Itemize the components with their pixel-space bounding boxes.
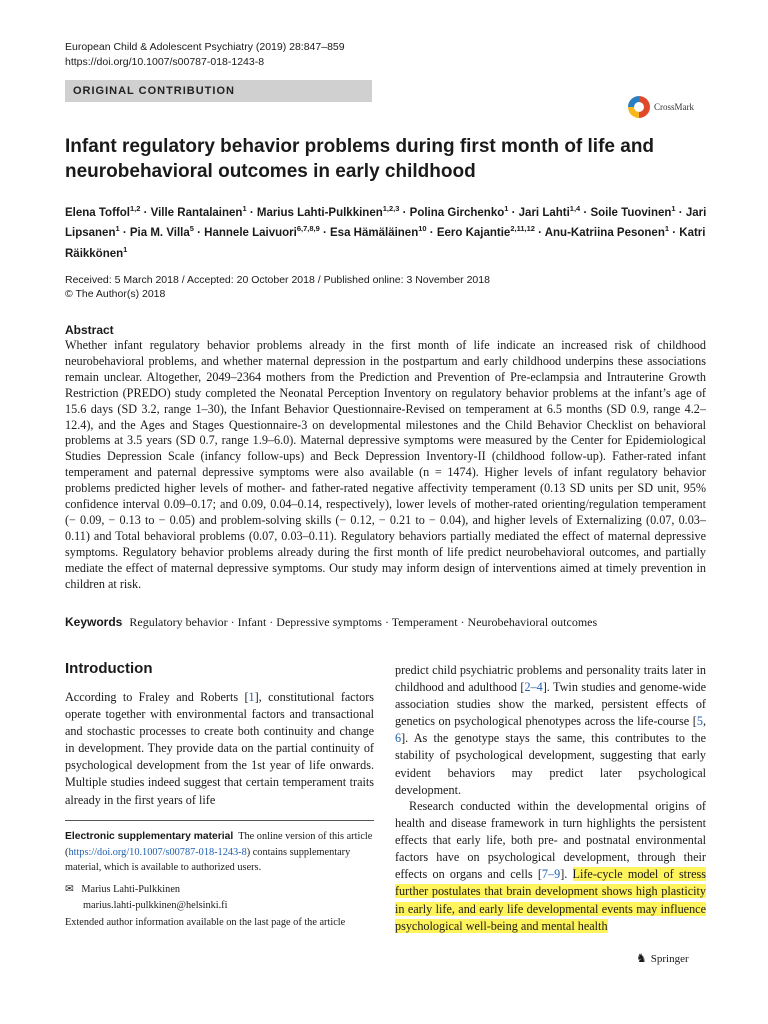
author-name: Eero Kajantie (436, 227, 511, 240)
author-affiliation: 1,2,3 (382, 204, 400, 213)
publisher-logo (636, 951, 689, 966)
contact-email[interactable]: marius.lahti-pulkkinen@helsinki.fi (83, 899, 228, 911)
section-heading-introduction: Introduction (65, 660, 153, 677)
crossmark-badge[interactable] (628, 94, 708, 120)
keywords-label: Keywords (65, 615, 123, 629)
author-affiliation: 1 (664, 224, 670, 234)
journal-citation: European Child & Adolescent Psychiatry (2019) 28:847–859 (65, 41, 345, 53)
author-name: Jari Lipsanen (65, 206, 707, 240)
author-affiliation: 1 (123, 244, 128, 254)
highlighted-text: Life-cycle model of stress further postulates that brain development shows high plasticity in early life, and early life developmental events may influence psychological well-being and mental health (395, 867, 707, 933)
author-name: Soile Tuovinen (590, 206, 672, 219)
author-affiliation: 1,2 (129, 204, 141, 213)
intro-paragraph-1: According to Fraley and Roberts [1], constitutional factors operate together with environmental factors and transactional and stochastic processes to create both continuity and change in development. They provide data on the partial continuity of psychological development from the 1st year of life onwards. Multiple studies indeed suggest that certain temperament traits already in the first years of life (65, 690, 374, 807)
author-name: Katri Räikkönen (65, 227, 706, 260)
corresponding-author (65, 882, 374, 913)
doi-link[interactable]: https://doi.org/10.1007/s00787-018-1243-8 (65, 56, 265, 68)
author-name: Ville Rantalainen (150, 206, 243, 219)
citation-link[interactable]: 5 (696, 714, 703, 729)
author-affiliation: 6,7,8,9 (296, 224, 320, 234)
footnote-divider (65, 820, 374, 821)
springer-horse-icon: ♞ (636, 951, 647, 965)
citation-link[interactable]: 1 (248, 690, 255, 704)
article-type-banner: ORIGINAL CONTRIBUTION (65, 80, 372, 102)
author-name: Esa Hämäläinen (330, 227, 419, 240)
author-name: Marius Lahti-Pulkkinen (256, 206, 383, 219)
author-name: Anu-Katriina Pesonen (544, 227, 665, 240)
supplementary-note: Electronic supplementary material The online version of this article (https://doi.org/10.1007/s00787-018-1243-8) contains supplementary material, which is available to authorized users. (65, 831, 373, 873)
author-affiliation: 1,4 (569, 204, 581, 213)
author-name: Hannele Laivuori (204, 227, 297, 240)
author-name: Polina Girchenko (409, 206, 505, 219)
author-affiliation: 2,11,12 (510, 224, 535, 234)
publisher-name: Springer (650, 952, 689, 965)
author-affiliation: 5 (189, 224, 194, 234)
abstract-text: Whether infant regulatory behavior problems already in the first month of life indicate an increased risk of childhood neurobehavioral problems, and whether maternal depression in the postpartum and early childhood underpins these associations remain unclear. Altogether, 2049–2364 mothers from the Prediction and Prevention of Pre-eclampsia and Intrauterine Growth Restriction (PREDO) study completed the Neonatal Perception Inventory on regulatory behavior problems at the infant’s age of 15.6 days (SD 3.2, range 1–30), the Infant Behavior Questionnaire-Revised on temperament at 6.5 months (SD 0.9, range 4.2–12.4), and the Ages and Stages Questionnaire-3 on developmental milestones and the Child Behavior Checklist on behavioral problems at 3.5 years (SD 0.7, range 1.9–6.0). Maternal depressive symptoms were measured by the Center for Epidemiological Studies Depression Scale (infancy follow-ups) and Beck Depression Inventory-II (childhood follow-up). Father-rated infant temperament and paternal depressive symptoms were also available (n = 1474). Higher levels of infant regulatory behavior problems predicted higher levels of mother- and father-rated negative affectivity temperament (0.13 SD units per SD unit, 95% confidence interval 0.09–0.17; and 0.09, 0.04–0.14, respectively), lower levels of mother-rated orienting/regulation temperament (− 0.09, − 0.13 to − 0.05) and problem-solving skills (− 0.12, − 0.21 to − 0.04), and higher levels of Externalizing (0.07, 0.03–0.11) and Total behavioral problems (0.07, 0.03–0.11). Regulatory behaviors partially mediated the effect of maternal depressive symptoms. Regulatory behavior problems already during the first month of life predict neurobehavioral outcomes, and partially mediate the effect of maternal depressive symptoms. Our study may inform design of interventions aimed at timely prevention in children at risk. (65, 338, 706, 591)
author-name: Elena Toffol (65, 206, 130, 219)
author-name: Jari Lahti (518, 206, 570, 219)
esm-label: Electronic supplementary material (65, 831, 234, 842)
author-list: Elena Toffol$^{1,2}$ · Ville Rantalainen$^1$ · Marius Lahti-Pulkkinen$^{1,2,3}$ · Polina Girchenko$^1$ · Jari Lahti$^{1,4}$ · Soile Tuovinen$^1$ · Jari Lipsanen$^1$ · Pia M. Villa$^5$ · Hannele Laivuori$^{6,7,8,9}$ · Esa Hämäläinen$^{10}$ · Eero Kajantie$^{2,11,12}$ · Anu-Katriina Pesonen$^1$ · Katri Räikkönen$^1$ (65, 204, 707, 260)
keywords-text: Regulatory behavior · Infant · Depressive symptoms · Temperament · Neurobehavioral outcomes (129, 615, 598, 629)
citation-link[interactable]: 7–9 (541, 867, 561, 882)
supplementary-link[interactable]: https://doi.org/10.1007/s00787-018-1243-8 (68, 846, 247, 858)
envelope-icon: ✉ (65, 884, 74, 895)
author-affiliation: 1 (504, 204, 509, 213)
author-affiliation: 1 (671, 204, 676, 213)
dates-line: Received: 5 March 2018 / Accepted: 20 October 2018 / Published online: 3 November 2018 (65, 274, 490, 286)
article-title: Infant regulatory behavior problems during first month of life and neurobehavioral outcomes in early childhood (65, 136, 655, 182)
intro-paragraph-3: Research conducted within the developmental origins of health and disease framework in turn highlights the persistent effects that early life, both pre- and postnatal environmental factors have on psychological development, through their effects on organs and cells [7–9]. Life-cycle model of stress further postulates that brain development shows high plasticity in early life, and early life developmental events may influence psychological well-being and mental health (395, 799, 707, 933)
crossmark-label: CrossMark (654, 102, 694, 112)
author-affiliation: 1 (242, 204, 247, 213)
contact-name: Marius Lahti-Pulkkinen (81, 884, 181, 895)
crossmark-icon (628, 96, 650, 118)
intro-paragraph-2: predict child psychiatric problems and personality traits later in childhood and adulthood [2–4]. Twin studies and genome-wide association studies show the marked, persistent effects of genetics on psychological phenotypes across the life-course [5, 6]. As the genotype stays the same, this contributes to the stability of psychological development, suggesting that early evident behaviors may predict later psychological development. (395, 663, 706, 797)
copyright-line: © The Author(s) 2018 (65, 287, 166, 300)
publication-dates (65, 274, 490, 301)
citation-link[interactable]: 6 (395, 731, 402, 746)
author-name: Pia M. Villa (129, 227, 190, 240)
extended-author-info: Extended author information available on the last page of the article (65, 917, 346, 928)
author-affiliation: 1 (115, 224, 120, 234)
abstract-heading: Abstract (65, 323, 114, 337)
journal-header (65, 40, 345, 70)
keywords (65, 615, 725, 630)
citation-link[interactable]: 2–4 (524, 680, 543, 695)
author-affiliation: 10 (418, 224, 427, 234)
